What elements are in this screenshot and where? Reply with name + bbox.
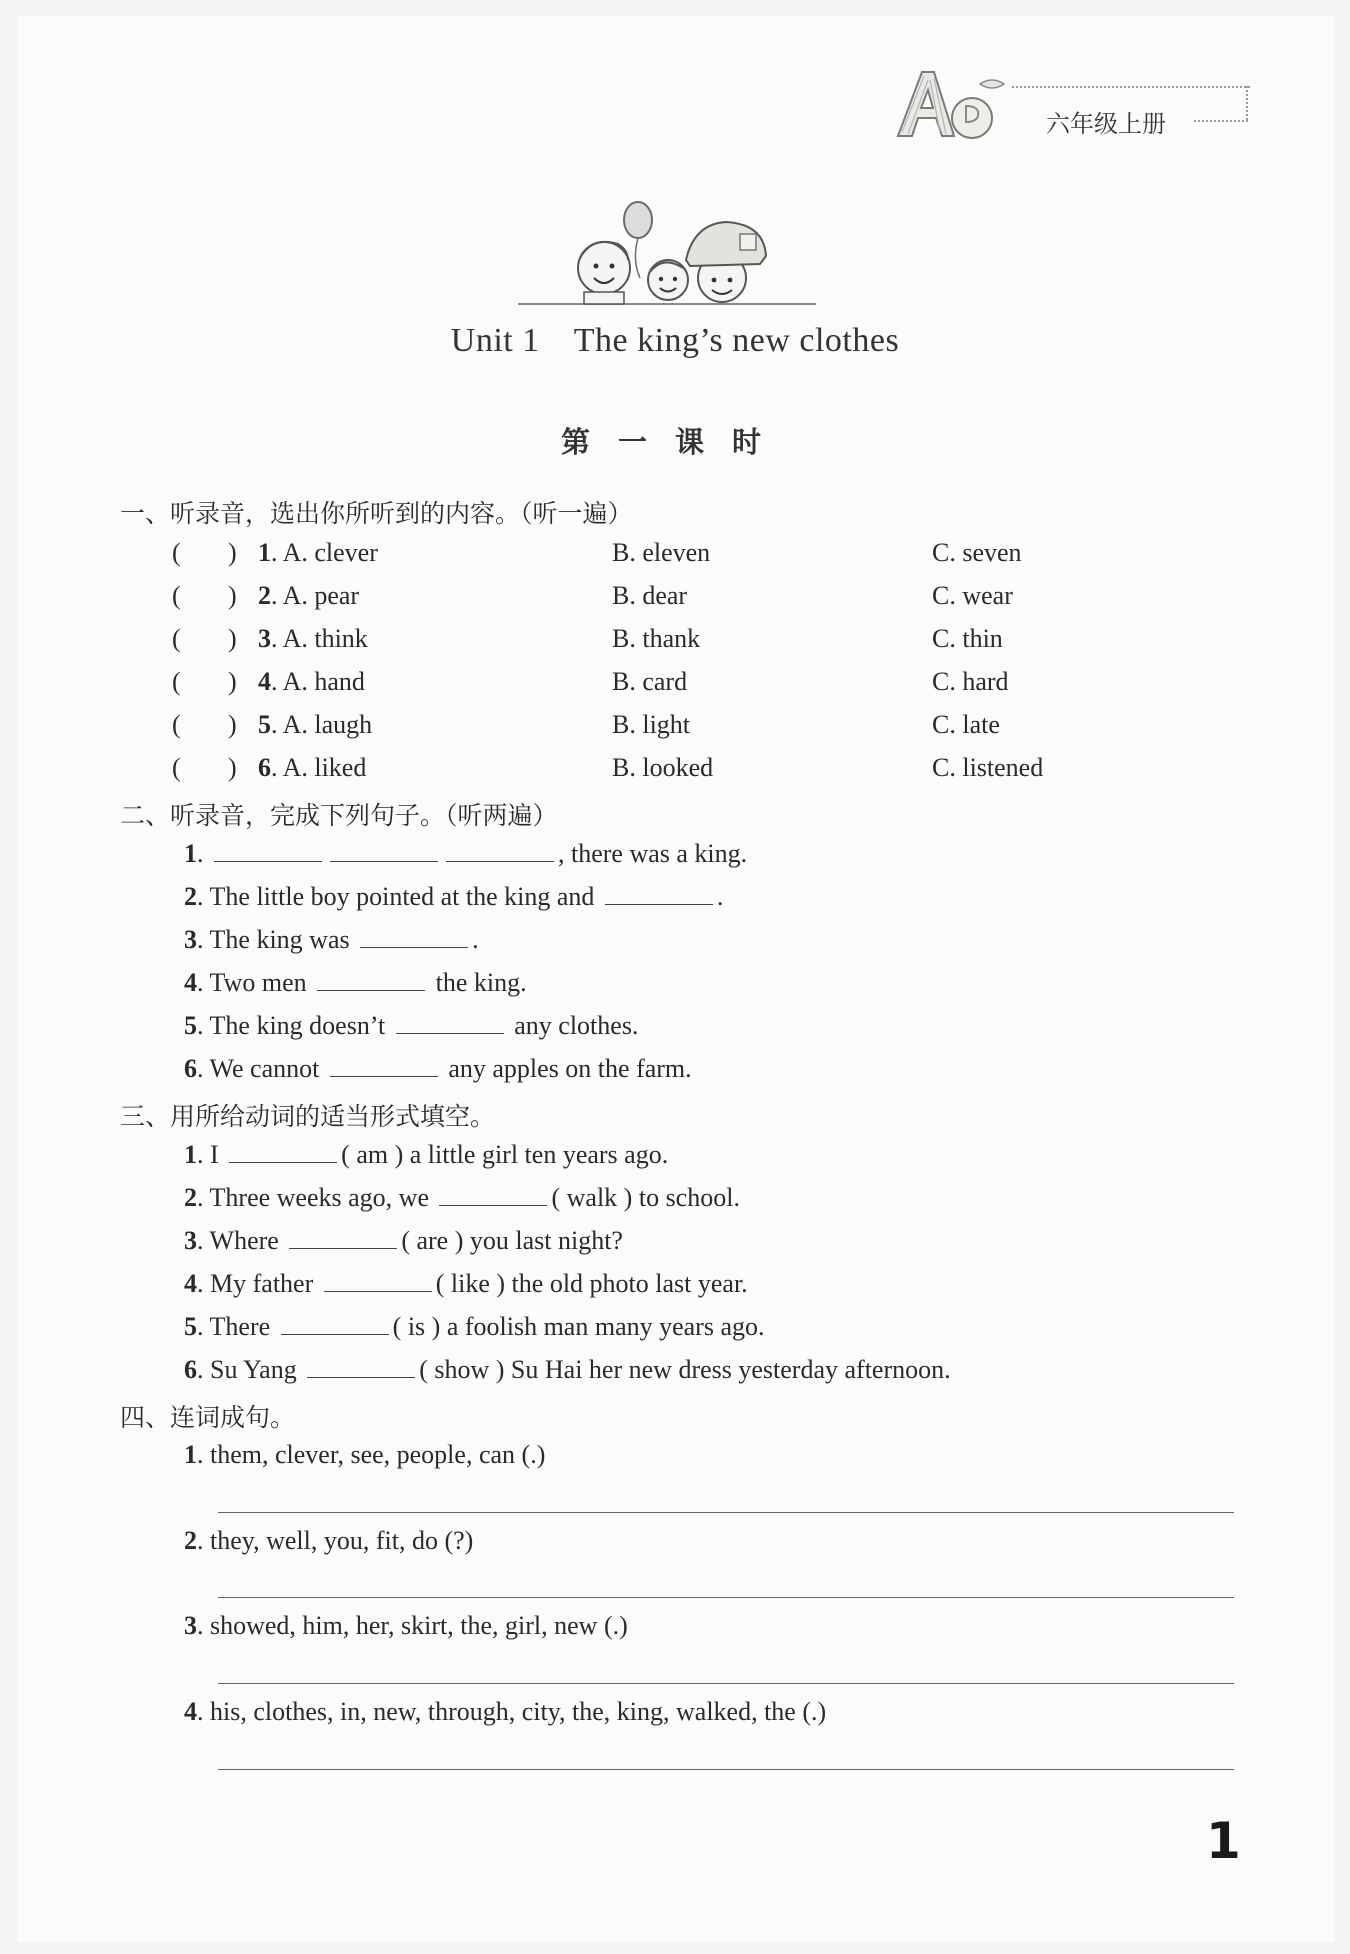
item-number: 6 (184, 1054, 197, 1083)
option-c: C. listened (932, 753, 1044, 782)
item-number: 5 (184, 1312, 197, 1341)
option-a: A. liked (282, 753, 367, 782)
fill-blank[interactable] (214, 839, 322, 862)
question-number: 2 (258, 581, 271, 610)
verb-sentence: 2. Three weeks ago, we ( walk ) to school. (184, 1183, 740, 1212)
header-dotted-rule-side (1246, 86, 1248, 120)
answer-paren-left[interactable]: ( (172, 753, 181, 782)
answer-paren-right: ) (228, 710, 237, 739)
option-a: A. think (282, 624, 368, 653)
answer-line[interactable] (218, 1683, 1234, 1684)
option-c: C. late (932, 710, 1000, 739)
verb-sentence: 3. Where ( are ) you last night? (184, 1226, 623, 1255)
fill-sentence: 3. The king was . (184, 925, 479, 954)
answer-line[interactable] (218, 1597, 1234, 1598)
page-number: 1 (1206, 1812, 1241, 1870)
sentence-text: , there was a king. (558, 839, 748, 868)
answer-paren-right: ) (228, 753, 237, 782)
word-order-item: 3. showed, him, her, skirt, the, girl, new (.) (184, 1611, 628, 1640)
word-list: his, clothes, in, new, through, city, the, king, walked, the (.) (210, 1697, 827, 1726)
fill-blank[interactable] (307, 1355, 415, 1378)
sentence-text: ( is ) a foolish man many years ago. (392, 1312, 765, 1341)
fill-sentence: 4. Two men the king. (184, 968, 527, 997)
header-dotted-rule-bottom (1194, 120, 1248, 122)
verb-sentence: 1. I ( am ) a little girl ten years ago. (184, 1140, 669, 1169)
sentence-text: ( walk ) to school. (551, 1183, 740, 1212)
fill-sentence: 1. , there was a king. (184, 839, 748, 868)
sentence-text: We cannot (209, 1054, 320, 1083)
unit-number: Unit 1 (450, 322, 540, 359)
option-b: B. light (612, 710, 691, 739)
word-order-item: 4. his, clothes, in, new, through, city, the, king, walked, the (.) (184, 1697, 827, 1726)
word-list: they, well, you, fit, do (?) (210, 1526, 474, 1555)
sentence-text: ( show ) Su Hai her new dress yesterday afternoon. (419, 1355, 951, 1384)
fill-blank[interactable] (229, 1140, 337, 1163)
sentence-text: Two men (209, 968, 307, 997)
verb-sentence: 6. Su Yang ( show ) Su Hai her new dress yesterday afternoon. (184, 1355, 951, 1384)
answer-paren-right: ) (228, 624, 237, 653)
fill-blank[interactable] (396, 1011, 504, 1034)
word-order-item: 1. them, clever, see, people, can (.) (184, 1440, 546, 1469)
option-c: C. seven (932, 538, 1022, 567)
section-4-title: 四、连词成句。 (120, 1403, 296, 1432)
section-2-title: 二、听录音，完成下列句子。（听两遍） (120, 801, 558, 830)
lesson-title: 第一课时 (560, 425, 789, 459)
sentence-text: Three weeks ago, we (209, 1183, 429, 1212)
fill-blank[interactable] (317, 968, 425, 991)
fill-blank[interactable] (446, 839, 554, 862)
option-c: C. thin (932, 624, 1003, 653)
word-order-item: 2. they, well, you, fit, do (?) (184, 1526, 474, 1555)
item-number: 2 (184, 1183, 197, 1212)
option-c: C. wear (932, 581, 1013, 610)
sentence-text: My father (210, 1269, 314, 1298)
fill-blank[interactable] (605, 882, 713, 905)
sentence-text: ( am ) a little girl ten years ago. (341, 1140, 669, 1169)
option-a: A. pear (282, 581, 360, 610)
option-b: B. card (612, 667, 688, 696)
fill-blank[interactable] (281, 1312, 389, 1335)
question-number: 5 (258, 710, 271, 739)
fill-blank[interactable] (289, 1226, 397, 1249)
item-number: 1 (184, 1440, 197, 1469)
unit-name: The king’s new clothes (573, 322, 900, 359)
item-number: 1 (184, 1140, 197, 1169)
question-number: 1 (258, 538, 271, 567)
item-number: 2 (184, 1526, 197, 1555)
item-number: 2 (184, 882, 197, 911)
option-c: C. hard (932, 667, 1009, 696)
answer-paren-left[interactable]: ( (172, 538, 181, 567)
option-b: B. dear (612, 581, 688, 610)
option-a: A. laugh (282, 710, 373, 739)
sentence-text: Su Yang (210, 1355, 297, 1384)
verb-sentence: 4. My father ( like ) the old photo last year. (184, 1269, 748, 1298)
item-number: 4 (184, 1269, 197, 1298)
unit-title (0, 322, 1350, 360)
fill-blank[interactable] (439, 1183, 547, 1206)
sentence-text: The little boy pointed at the king and (209, 882, 595, 911)
answer-line[interactable] (218, 1769, 1234, 1770)
word-list: them, clever, see, people, can (.) (210, 1440, 546, 1469)
answer-paren-left[interactable]: ( (172, 710, 181, 739)
book-logo-icon (888, 62, 1018, 142)
question-number: 4 (258, 667, 271, 696)
sentence-text: The king doesn’t (209, 1011, 386, 1040)
item-number: 4 (184, 968, 197, 997)
item-number: 1 (184, 839, 197, 868)
item-number: 6 (184, 1355, 197, 1384)
fill-sentence: 6. We cannot any apples on the farm. (184, 1054, 692, 1083)
answer-paren-left[interactable]: ( (172, 581, 181, 610)
sentence-text: the king. (435, 968, 527, 997)
option-b: B. thank (612, 624, 701, 653)
fill-blank[interactable] (330, 839, 438, 862)
item-number: 5 (184, 1011, 197, 1040)
fill-blank[interactable] (330, 1054, 438, 1077)
fill-sentence: 2. The little boy pointed at the king and . (184, 882, 724, 911)
answer-paren-right: ) (228, 538, 237, 567)
item-number: 3 (184, 1226, 197, 1255)
option-a: A. hand (282, 667, 365, 696)
answer-line[interactable] (218, 1512, 1234, 1513)
answer-paren-right: ) (228, 581, 237, 610)
option-a: A. clever (282, 538, 378, 567)
sentence-text: ( are ) you last night? (401, 1226, 623, 1255)
fill-sentence: 5. The king doesn’t any clothes. (184, 1011, 639, 1040)
item-number: 3 (184, 925, 197, 954)
question-number: 3 (258, 624, 271, 653)
children-illustration-icon (514, 200, 820, 316)
fill-blank[interactable] (324, 1269, 432, 1292)
fill-blank[interactable] (360, 925, 468, 948)
header-dotted-rule (1012, 86, 1250, 88)
sentence-text: . (472, 925, 479, 954)
sentence-text: I (210, 1140, 219, 1169)
sentence-text: Where (209, 1226, 279, 1255)
answer-paren-right: ) (228, 667, 237, 696)
sentence-text: There (209, 1312, 271, 1341)
answer-paren-left[interactable]: ( (172, 667, 181, 696)
grade-label: 六年级上册 (1046, 110, 1166, 138)
item-number: 3 (184, 1611, 197, 1640)
sentence-text: . (716, 882, 724, 911)
item-number: 4 (184, 1697, 197, 1726)
section-3-title: 三、用所给动词的适当形式填空。 (120, 1102, 496, 1131)
option-b: B. looked (612, 753, 714, 782)
answer-paren-left[interactable]: ( (172, 624, 181, 653)
question-number: 6 (258, 753, 271, 782)
sentence-text: The king was (209, 925, 350, 954)
sentence-text: ( like ) the old photo last year. (435, 1269, 748, 1298)
option-b: B. eleven (612, 538, 711, 567)
sentence-text: any apples on the farm. (448, 1054, 692, 1083)
sentence-text: any clothes. (514, 1011, 639, 1040)
word-list: showed, him, her, skirt, the, girl, new (.) (210, 1611, 628, 1640)
section-1-title: 一、听录音，选出你所听到的内容。（听一遍） (120, 499, 633, 528)
verb-sentence: 5. There ( is ) a foolish man many years ago. (184, 1312, 765, 1341)
